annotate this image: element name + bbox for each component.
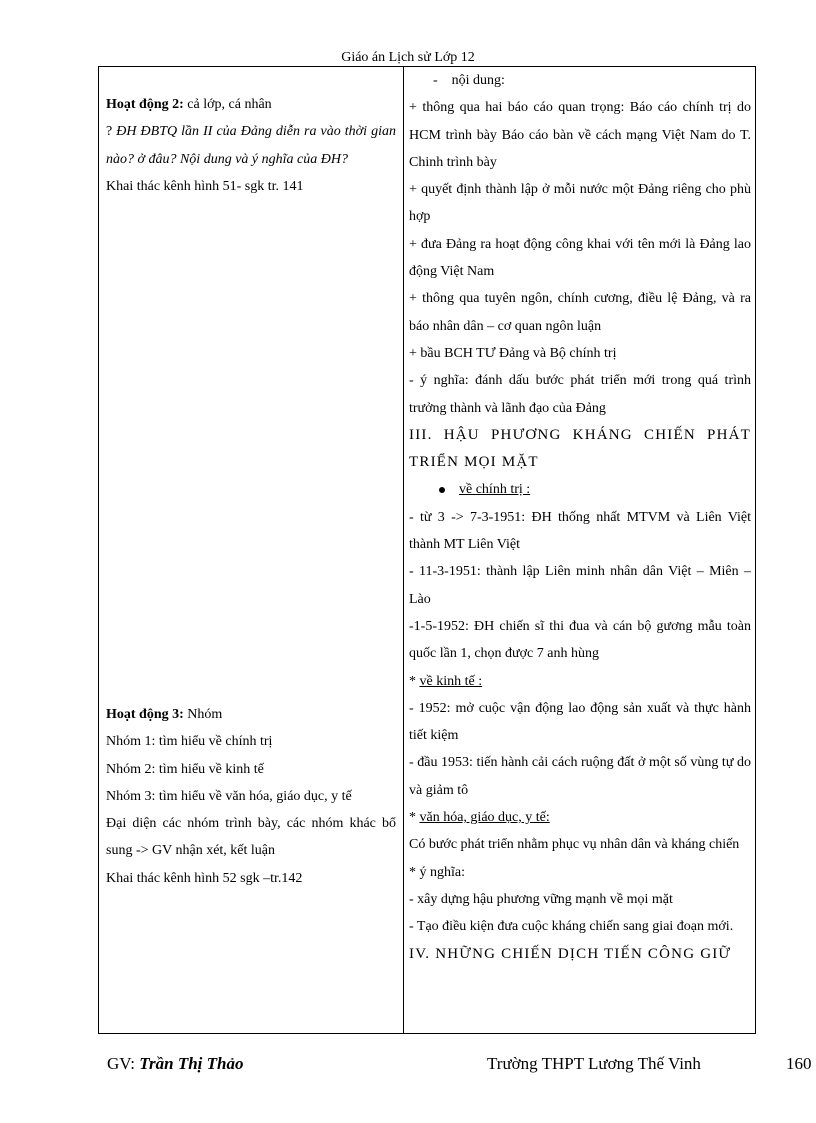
content-item: + quyết định thành lập ở mỗi nước một Đảng riêng cho phù hợp xyxy=(409,182,751,225)
activity-3-line: Đại diện các nhóm trình bày, các nhóm khác bổ sung -> GV nhận xét, kết luận xyxy=(106,816,396,859)
activity-2-question xyxy=(106,118,396,173)
activity-3-line: Nhóm 3: tìm hiểu về văn hóa, giáo dục, y tế xyxy=(106,788,352,804)
bullet-icon xyxy=(439,487,445,493)
meaning-heading: * ý nghĩa: xyxy=(409,864,465,880)
politics-label: về chính trị : xyxy=(459,482,531,498)
lesson-table xyxy=(98,66,756,1034)
content-item: + đưa Đảng ra hoạt động công khai với tên mới là Đảng lao động Việt Nam xyxy=(409,236,751,280)
meaning-item: - xây dựng hậu phương vững mạnh về mọi mặt xyxy=(409,891,673,907)
politics-heading xyxy=(409,476,751,503)
section-heading-3: III. HẬU PHƯƠNG KHÁNG CHIẾN PHÁT TRIỂN MỌI MẶT xyxy=(409,426,751,471)
politics-item: - từ 3 -> 7-3-1951: ĐH thống nhất MTVM và Liên Việt thành MT Liên Việt xyxy=(409,509,751,553)
page-footer xyxy=(0,1054,816,1078)
activity-3-line: Nhóm 2: tìm hiểu về kinh tế xyxy=(106,761,264,777)
culture-heading: * văn hóa, giáo dục, y tế: xyxy=(409,810,550,826)
activity-3-mode: Nhóm xyxy=(183,707,223,722)
content-item: - ý nghĩa: đánh dấu bước phát triển mới trong quá trình trưởng thành và lãnh đạo của Đảng xyxy=(409,373,751,416)
teacher-credit xyxy=(107,1054,244,1074)
activity-3-title xyxy=(106,701,396,728)
culture-label: văn hóa, giáo dục, y tế: xyxy=(419,810,550,826)
content-dash: - xyxy=(433,73,438,88)
politics-item: -1-5-1952: ĐH chiến sĩ thi đua và cán bộ gương mẫu toàn quốc lần 1, chọn được 7 anh hùng xyxy=(409,618,751,662)
page-number: 160 xyxy=(786,1054,812,1073)
content-item: + thông qua hai báo cáo quan trọng: Báo cáo chính trị do HCM trình bày Báo cáo bàn về cách mạng Việt Nam do T. Chinh trình bày xyxy=(409,100,751,170)
meaning-item: - Tạo điều kiện đưa cuộc kháng chiến sang giai đoạn mới. xyxy=(409,919,734,935)
teacher-name: Trần Thị Thảo xyxy=(139,1054,244,1073)
activity-2-mode: cả lớp, cá nhân xyxy=(183,97,272,112)
activity-3-line: Khai thác kênh hình 52 sgk –tr.142 xyxy=(106,870,303,886)
activity-3-label: Hoạt động 3: xyxy=(106,707,184,722)
content-label: - nội dung: xyxy=(433,73,505,88)
activity-3-line: Nhóm 1: tìm hiểu về chính trị xyxy=(106,734,273,750)
activity-3-block xyxy=(106,701,396,892)
economy-heading: * về kinh tế : xyxy=(409,673,483,689)
page-header: Giáo án Lịch sử Lớp 12 xyxy=(341,50,475,65)
economy-item: - 1952: mở cuộc vận động lao động sản xuất và thực hành tiết kiệm xyxy=(409,700,751,744)
economy-item: - đầu 1953: tiến hành cải cách ruộng đất ở một số vùng tự do và giảm tô xyxy=(409,755,751,798)
politics-item: - 11-3-1951: thành lập Liên minh nhân dân Việt – Miên – Lào xyxy=(409,564,751,607)
column-divider xyxy=(403,67,404,1033)
teacher-label: GV: xyxy=(107,1054,140,1073)
activity-2-block xyxy=(106,91,396,200)
question-text: ĐH ĐBTQ lần II của Đảng diễn ra vào thời gian nào? ở đâu? Nội dung và ý nghĩa của ĐH? xyxy=(106,124,396,167)
content-item: + bầu BCH TƯ Đảng và Bộ chính trị xyxy=(409,345,617,361)
activity-2-label: Hoạt động 2: xyxy=(106,97,184,112)
section-heading-4: IV. NHỮNG CHIẾN DỊCH TIẾN CÔNG GIỮ xyxy=(409,945,732,962)
school-name: Trường THPT Lương Thế Vinh xyxy=(487,1054,701,1073)
culture-item: Có bước phát triển nhằm phục vụ nhân dân và kháng chiến xyxy=(409,837,740,853)
activity-2-title xyxy=(106,91,396,118)
content-column xyxy=(409,67,751,968)
question-mark: ? xyxy=(106,124,117,140)
economy-label: về kinh tế : xyxy=(419,673,483,689)
content-item: + thông qua tuyên ngôn, chính cương, điều lệ Đảng, và ra báo nhân dân – cơ quan ngôn luận xyxy=(409,291,751,334)
activity-2-note: Khai thác kênh hình 51- sgk tr. 141 xyxy=(106,178,304,194)
